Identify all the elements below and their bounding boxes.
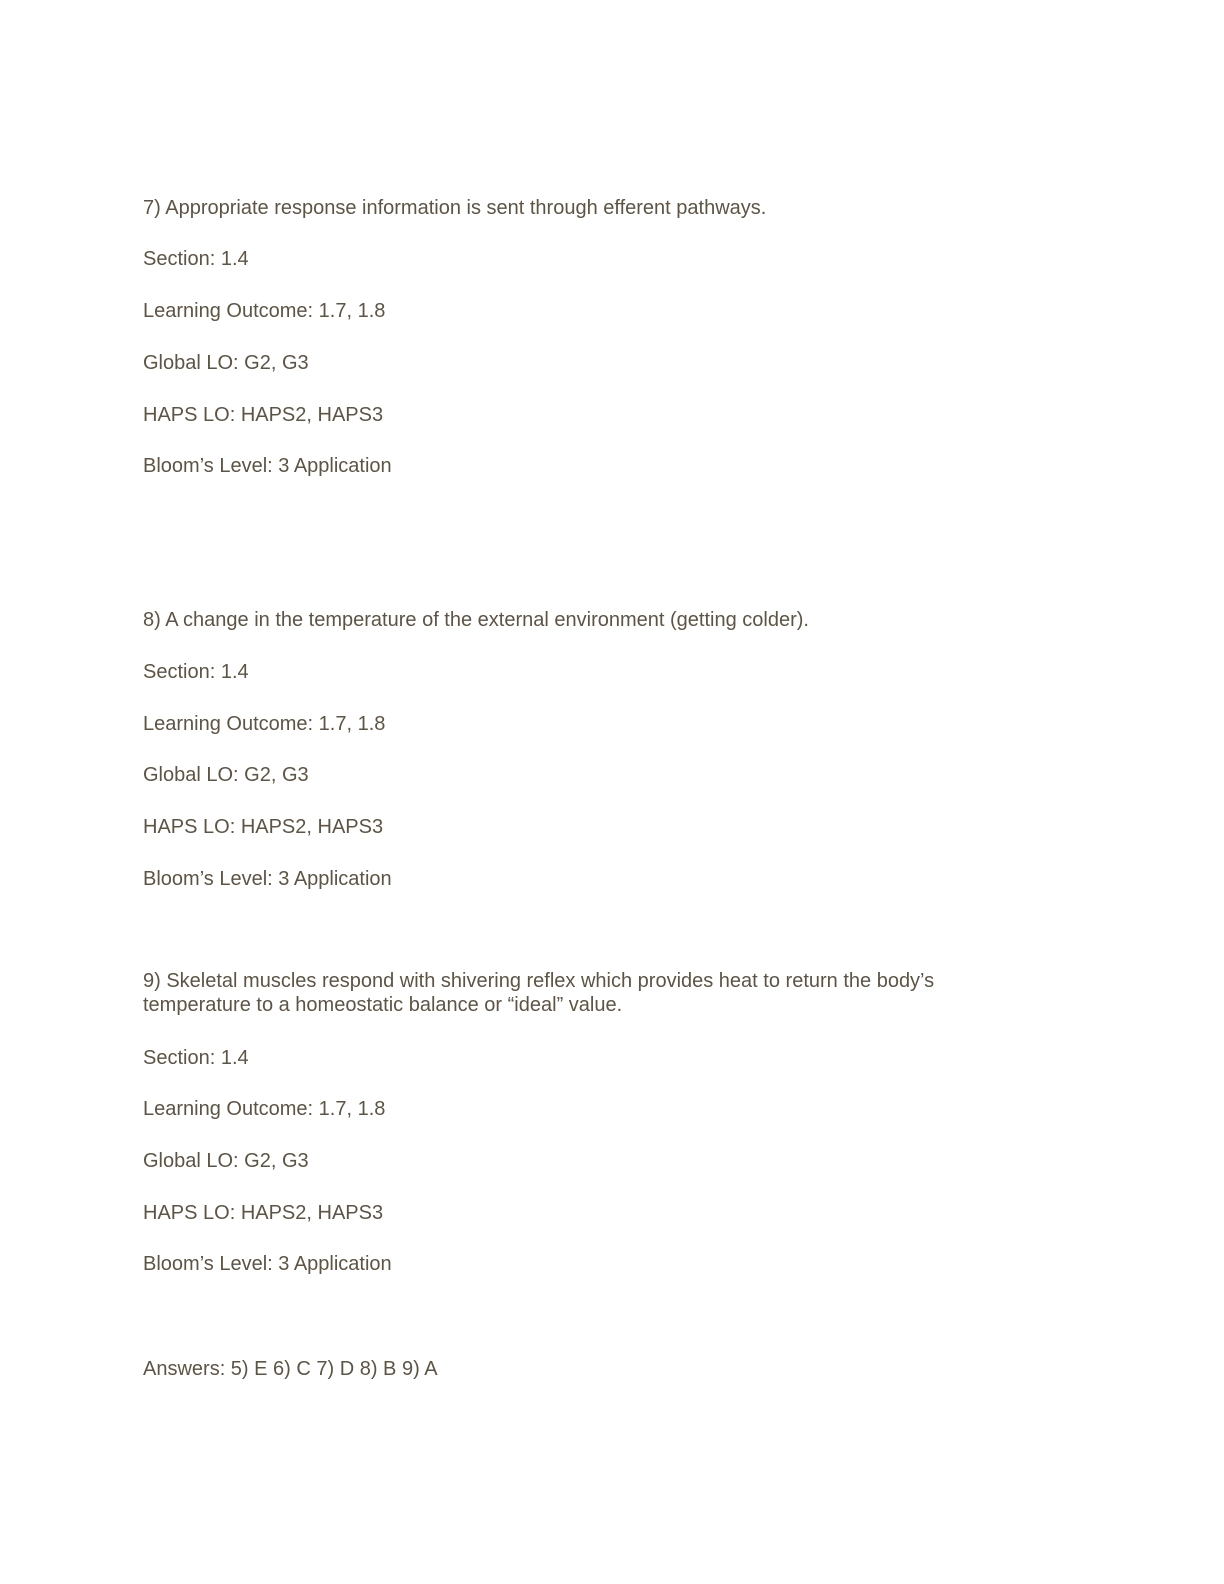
question-8-haps-lo: HAPS LO: HAPS2, HAPS3: [143, 816, 384, 838]
question-9-haps-lo: HAPS LO: HAPS2, HAPS3: [143, 1202, 384, 1224]
question-8-section: Section: 1.4: [143, 661, 249, 683]
question-9-section: Section: 1.4: [143, 1047, 249, 1069]
question-7-text: 7) Appropriate response information is sent through efferent pathways.: [143, 197, 767, 219]
question-9-blooms-level: Bloom’s Level: 3 Application: [143, 1253, 392, 1275]
question-7-haps-lo: HAPS LO: HAPS2, HAPS3: [143, 404, 384, 426]
question-7-section: Section: 1.4: [143, 248, 249, 270]
question-8-learning-outcome: Learning Outcome: 1.7, 1.8: [143, 713, 386, 735]
question-8-text: 8) A change in the temperature of the external environment (getting colder).: [143, 609, 809, 631]
question-7-global-lo: Global LO: G2, G3: [143, 352, 309, 374]
question-9-global-lo: Global LO: G2, G3: [143, 1150, 309, 1172]
question-8-blooms-level: Bloom’s Level: 3 Application: [143, 868, 392, 890]
answers-key: Answers: 5) E 6) C 7) D 8) B 9) A: [143, 1358, 438, 1380]
question-9-learning-outcome: Learning Outcome: 1.7, 1.8: [143, 1098, 386, 1120]
question-9-text: 9) Skeletal muscles respond with shivering reflex which provides heat to return the body’s temperature to a homeostatic balance or “ideal” value.: [143, 970, 935, 1016]
question-7-blooms-level: Bloom’s Level: 3 Application: [143, 455, 392, 477]
question-8-global-lo: Global LO: G2, G3: [143, 764, 309, 786]
question-7-learning-outcome: Learning Outcome: 1.7, 1.8: [143, 300, 386, 322]
